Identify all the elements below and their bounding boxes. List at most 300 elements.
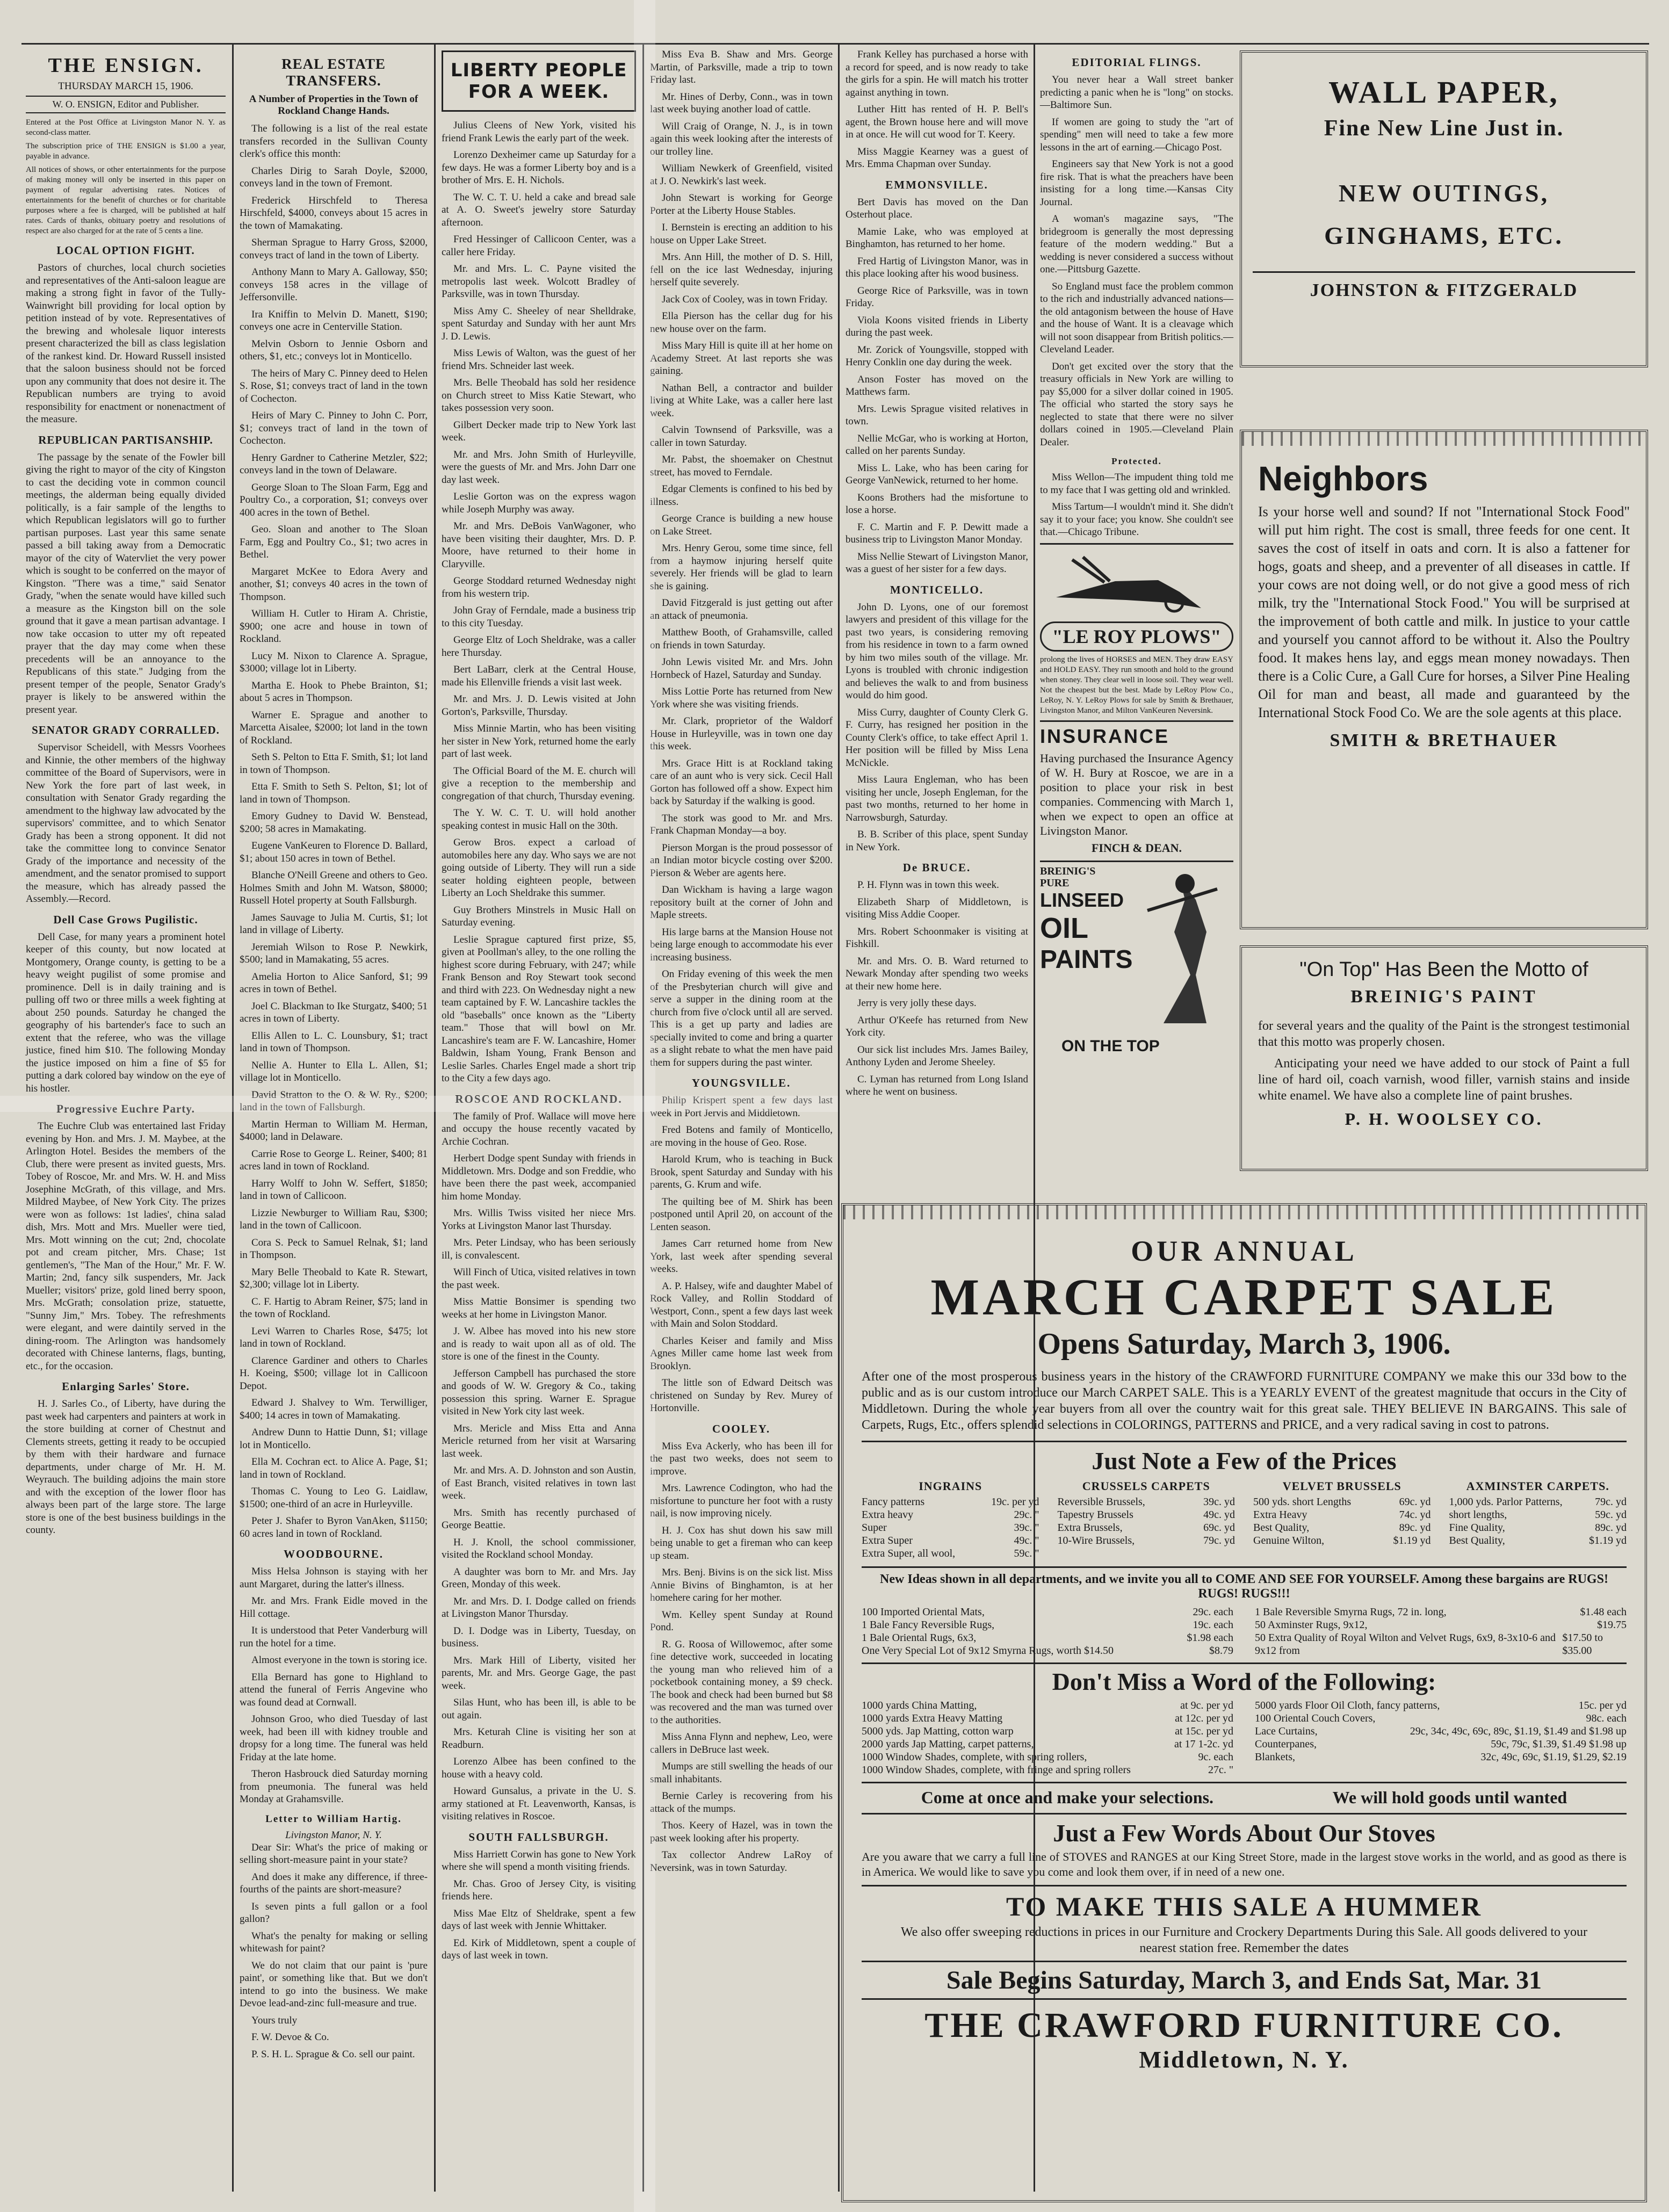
- paragraph: F. C. Martin and F. P. Dewitt made a business trip to Livingston Manor Monday.: [846, 521, 1028, 545]
- price-value: 39c. yd: [1203, 1496, 1235, 1508]
- paragraph: The Official Board of the M. E. church will give a reception to the membership and congregation of that church, Thursday evening.: [442, 765, 636, 802]
- article-body: The Euchre Club was entertained last Friday evening by Hon. and Mrs. J. M. Maybee, at the Arlington Hotel. Besides the members of the Club, there were present as invited guests, Mrs. Tobey of Roscoe, Mr. and Mrs. W. H. and Miss Josephine McGrath, of this village, and Mrs. Mildred Maybee, of New York City. The prizes were won as follows: 1st ladies', china salad dish, Mrs. Mott and Mrs. Mueller were tied, Mrs. Mott winning on the cut; 2nd, chocolate pot and cream pitcher, Mrs. Chase; 1st gentlemen's, "The Man of the Hour," Mr. F. W. Martin; 2nd, fancy silk suspenders, Mr. Jack Mueller; visitors' prize, gold lined berry spoon, Mrs. McGrath; consolation prize, statuette, "Sunny Jim," Mrs. Tobey. The refreshments were elegant, and were daintily served in the dining-room. The Arlington was handsomely decorated with Chinese lanterns, flags, bunting, etc., for the occasion.: [26, 1121, 226, 1372]
- paragraph: Mr. and Mrs. Frank Eidle moved in the Hill cottage.: [240, 1595, 428, 1620]
- paragraph: Julius Cleens of New York, visited his friend Frank Lewis the early part of the week.: [442, 120, 636, 144]
- paragraph: Mrs. Mark Hill of Liberty, visited her parents, Mr. and Mrs. George Gage, the past week.: [442, 1654, 636, 1691]
- paragraph: Mrs. Lawrence Codington, who had the misfortune to puncture her foot with a rusty nail, is now improving nicely.: [650, 1483, 833, 1519]
- list-price: 19c. each: [1193, 1619, 1233, 1631]
- price-value: 69c. yd: [1203, 1522, 1235, 1534]
- paragraph: David Fitzgerald is just getting out after an attack of pneumonia.: [650, 597, 833, 621]
- paragraph: Fred Hartig of Livingston Manor, was in this place looking after his wood business.: [846, 255, 1028, 279]
- ontop-text2: Anticipating your need we have added to our stock of Paint a full line of hard oil, coach varnish, wood filler, varnish stains and inside white enamel. We have also a complete line of paint brushes.: [1258, 1057, 1630, 1103]
- paragraph: Nellie A. Hunter to Ella L. Allen, $1; village lot in Monticello.: [240, 1059, 428, 1083]
- price-value: $1.19 yd: [1589, 1535, 1627, 1546]
- wallpaper-sub: Fine New Line Just in.: [1324, 116, 1564, 141]
- paragraph: Tax collector Andrew LaRoy of Neversink, was in town Saturday.: [650, 1849, 833, 1874]
- plow-icon: [1040, 549, 1223, 619]
- list-price: $8.79: [1209, 1645, 1233, 1657]
- paragraph: Mumps are still swelling the heads of our small inhabitants.: [650, 1761, 833, 1785]
- masthead-entered: Entered at the Post Office at Livingston Manor N. Y. as second-class matter.: [26, 118, 226, 137]
- masthead-title: THE ENSIGN.: [48, 54, 204, 77]
- paragraph: Mr. and Mrs. J. D. Lewis visited at John Gorton's, Parksville, Thursday.: [442, 693, 636, 718]
- column-4-items: [650, 48, 833, 1069]
- price-category-name: INGRAINS: [919, 1479, 982, 1493]
- paragraph: Bert LaBarr, clerk at the Central House, made his Ellenville friends a visit last week.: [442, 664, 636, 688]
- article-heading: REPUBLICAN PARTISANSHIP.: [38, 433, 213, 446]
- paragraph: Ed. Kirk of Middletown, spent a couple of days of last week in town.: [442, 1937, 636, 1961]
- border-pattern: [1242, 432, 1646, 446]
- list-row: [1255, 1725, 1627, 1738]
- paragraph: Henry Gardner to Catherine Metzler, $22; conveys land in the town of Delaware.: [240, 452, 428, 476]
- price-row: [1253, 1508, 1431, 1521]
- list-row: [1255, 1712, 1627, 1725]
- paragraph: Mrs. Henry Gerou, some time since, fell from a haymow injuring herself quite severely. Her friends will be glad to learn she is gaining.: [650, 543, 833, 592]
- list-row: [1255, 1699, 1627, 1712]
- paragraph: Amelia Horton to Alice Sanford, $1; 99 acres in town of Bethel.: [240, 971, 428, 995]
- price-row: [1449, 1508, 1627, 1521]
- list-row: [862, 1631, 1233, 1644]
- paragraph: Lorenzo Albee has been confined to the house with a heavy cold.: [442, 1756, 636, 1780]
- price-row: [1253, 1534, 1431, 1547]
- paragraph: Mr. and Mrs. DeBois VanWagoner, who have been visiting their daughter, Mrs. D. P. Moore, have returned to their home in Claryville.: [442, 521, 636, 570]
- insurance-firm: FINCH & DEAN.: [1091, 841, 1182, 855]
- hummer-heading: TO MAKE THIS SALE A HUMMER: [1006, 1891, 1483, 1921]
- paragraph: Calvin Townsend of Parksville, was a caller in town Saturday.: [650, 424, 833, 449]
- price-value: 89c. yd: [1399, 1522, 1431, 1534]
- paragraph: We do not claim that our paint is 'pure paint', or something like that. But we don't intend to go into the business. We make Devoe lead-and-zinc full-measure and true.: [240, 1960, 428, 2009]
- paragraph: Ella Pierson has the cellar dug for his new house over on the farm.: [650, 310, 833, 335]
- paragraph: Thos. Keery of Hazel, was in town the past week looking after his property.: [650, 1820, 833, 1844]
- paper-fold: [0, 1096, 838, 1112]
- column-6: [1040, 48, 1233, 1058]
- rugs-section: [862, 1606, 1627, 1657]
- column-rule: [232, 43, 234, 2192]
- price-row: [1058, 1521, 1236, 1534]
- article-heading: SENATOR GRADY CORRALLED.: [32, 724, 220, 736]
- neighbors-title: Neighbors: [1258, 459, 1428, 498]
- ontop-title: "On Top" Has Been the Motto of: [1299, 958, 1588, 981]
- paragraph: Our sick list includes Mrs. James Bailey, Anthony Lyden and Jerome Sheeley.: [846, 1044, 1028, 1068]
- paragraph: Miss Nellie Stewart of Livingston Manor, was a guest of her sister for a few days.: [846, 551, 1028, 575]
- list-item: 1000 Window Shades, complete, with fringe and spring rollers: [862, 1764, 1131, 1776]
- paragraph: Ella Bernard has gone to Highland to attend the funeral of Ferris Angevine who was found dead at Cornwall.: [240, 1671, 428, 1708]
- prices-heading: Just Note a Few of the Prices: [1092, 1447, 1397, 1474]
- list-row: [1255, 1751, 1627, 1763]
- paragraph: Mr. and Mrs. L. C. Payne visited the metropolis last week. Wolcott Bradley of Parksville, was in town Thursday.: [442, 263, 636, 300]
- paragraph: C. F. Hartig to Abram Reiner, $75; land in the town of Rockland.: [240, 1296, 428, 1320]
- paragraph: James Carr returned home from New York, last week after spending several weeks.: [650, 1238, 833, 1275]
- paragraph: The heirs of Mary C. Pinney deed to Helen S. Rose, $1; conveys tract of land in the town of Cochecton.: [240, 367, 428, 404]
- paragraph: Viola Koons visited friends in Liberty during the past week.: [846, 314, 1028, 338]
- real-estate-heading: REAL ESTATE TRANSFERS.: [281, 56, 386, 89]
- paragraph: Martha E. Hook to Phebe Brainton, $1; about 5 acres in Thompson.: [240, 679, 428, 704]
- paragraph: Cora S. Peck to Samuel Relnak, $1; land in Thompson.: [240, 1237, 428, 1261]
- paragraph: Mrs. Peter Lindsay, who has been seriously ill, is convalescent.: [442, 1237, 636, 1261]
- paragraph: Lizzie Newburger to William Rau, $300; land in the town of Callicoon.: [240, 1207, 428, 1231]
- price-row: [862, 1521, 1039, 1534]
- paragraph: Mr. and Mrs. John Smith of Hurleyville, were the guests of Mr. and Mrs. John Darr one day last week.: [442, 449, 636, 486]
- list-price: at 9c. per yd: [1180, 1700, 1233, 1711]
- neighbors-firm: SMITH & BRETHAUER: [1330, 731, 1558, 750]
- paragraph: R. G. Roosa of Willowemoc, after some fine detective work, succeeded in locating the young man who relieved him of a pocketbook containing money, a $9 check. The book and check had been burned but $8 was recovered and the man was turned over to the authorities.: [650, 1638, 833, 1726]
- emmonsville-heading: EMMONSVILLE.: [885, 178, 988, 191]
- column-2: [240, 48, 428, 2065]
- paragraph: P. H. Flynn was in town this week.: [857, 879, 999, 891]
- paragraph: And does it make any difference, if three-fourths of the paints are short-measure?: [240, 1871, 428, 1895]
- price-row: [1253, 1495, 1431, 1508]
- neighbors-text: Is your horse well and sound? If not "International Stock Food" will put him right. The cost is small, three feeds for one cent. It saves the cost of itself in oats and corn. It is also a fattener for hogs, goats and sheep, and a preventer of all diseases in cattle. If your cows are not doing well, or do not give a good mess of rich milk, try the "International Stock Food." You will be surprised at the improvement of both cattle and milk. In justice to your cattle and yourself you cannot afford to be without it. Also the Poultry food. It makes hens lay, and eggs mean money nowadays. Then there is a Colic Cure, a Gall Cure for horses, a Silver Pine Healing Oil for man and beast, all made and guaranteed by the International Stock Food Co. We are the sole agents at this place.: [1258, 504, 1630, 720]
- protected-items: [1040, 471, 1233, 539]
- paragraph: Miss Harriett Corwin has gone to New York where she will spend a month visiting friends.: [442, 1848, 636, 1873]
- paragraph: The Y. W. C. T. U. will hold another speaking contest in music Hall on the 30th.: [442, 807, 636, 832]
- masthead-subscription: The subscription price of THE ENSIGN is $1.00 a year, payable in advance.: [26, 142, 226, 161]
- paragraph: Mrs. Mericle and Miss Etta and Anna Mericle returned from her visit at Warsaring last week.: [442, 1422, 636, 1459]
- list-price: $1.48 each: [1580, 1606, 1627, 1618]
- paragraph: John Stewart is working for George Porter at the Liberty House Stables.: [650, 192, 833, 216]
- come-row: [862, 1782, 1627, 1808]
- paragraph: Bernie Carley is recovering from his attack of the mumps.: [650, 1790, 833, 1815]
- paragraph: Jerry is very jolly these days.: [857, 997, 977, 1009]
- price-categories: [862, 1479, 1627, 1560]
- paragraph: Melvin Osborn to Jennie Osborn and others, $1, etc.; conveys lot in Monticello.: [240, 338, 428, 362]
- paragraph: Miss Eva Ackerly, who has been ill for the past two weeks, does not seem to improve.: [650, 1440, 833, 1477]
- paragraph: Miss Lewis of Walton, was the guest of her friend Mrs. Schneider last week.: [442, 348, 636, 372]
- youngsville-heading: YOUNGSVILLE.: [691, 1076, 791, 1089]
- paragraph: Dan Wickham is having a large wagon repository built at the corner of John and Maple streets.: [650, 884, 833, 921]
- article-body: Dell Case, for many years a prominent hotel keeper of this county, but now located at Montgomery, Orange county, is getting to be a heavy weight pugilist of some promise and prominence. Dell is in daily training and is pulling off two or three mills a week fighting at about 250 pounds. Saturday he changed the geography of his bartender's face to such an extent that the referee, who was the village justice, fined him $10. The following Monday the justice imposed on him a fine of $5 for putting a dark colored bay window on the eye of his hostler.: [26, 931, 226, 1094]
- paragraph: Miss Minnie Martin, who has been visiting her sister in New York, returned home the early part of last week.: [442, 723, 636, 760]
- price-row: [1058, 1508, 1236, 1521]
- paragraph: Peter J. Shafer to Byron VanAken, $1150; 60 acres land in town of Rockland.: [240, 1515, 428, 1539]
- paragraph: You never hear a Wall street banker predicting a panic when he is "long" on stocks.—Baltimore Sun.: [1040, 74, 1233, 111]
- price-row: [862, 1508, 1039, 1521]
- price-value: 49c. ": [1014, 1535, 1039, 1546]
- paragraph: Etta F. Smith to Seth S. Pelton, $1; lot of land in town of Thompson.: [240, 781, 428, 805]
- list-row: [1255, 1618, 1627, 1631]
- article-body: Supervisor Scheidell, with Messrs Voorhees and Kinnie, the other members of the highway committee of the Board of Supervisors, were in New York the fore part of last week, in consultation with Senator Grady regarding the amendment to the highway law advocated by the supervisors' committee, and to which Senator Grady has been a strong opponent. It did not take the committee long to convince Senator Grady of the importance and necessity of the amendment, and the senator promised to support the measure, which has already passed the Assembly.—Record.: [26, 742, 226, 905]
- paragraph: David Stratton to the O. & W. Ry., $200; land in the town of Fallsburgh.: [240, 1089, 428, 1113]
- paragraph: Mr. Chas. Groo of Jersey City, is visiting friends here.: [442, 1878, 636, 1902]
- woodbourne-heading: WOODBOURNE.: [284, 1548, 384, 1560]
- paragraph: Pierson Morgan is the proud possessor of an Indian motor bicycle costing over $200. Pierson & Weber are agents here.: [650, 842, 833, 879]
- paragraph: The family of Prof. Wallace will move here and occupy the house recently vacated by Archie Cochran.: [442, 1110, 636, 1147]
- paragraph: Mr. and Mrs. D. I. Dodge called on friends at Livingston Manor Thursday.: [442, 1595, 636, 1620]
- cooley-heading: COOLEY.: [712, 1422, 771, 1435]
- breinig-label: BREINIG'S PURE: [1040, 865, 1096, 889]
- top-rule: [21, 43, 1649, 45]
- paragraph: Philip Krispert spent a few days last week in Port Jervis and Middletown.: [650, 1095, 833, 1119]
- price-category-name: VELVET BRUSSELS: [1282, 1479, 1401, 1493]
- real-estate-list: [240, 122, 428, 1540]
- paragraph: Emory Gudney to David W. Benstead, $200; 58 acres in Mamakating.: [240, 811, 428, 835]
- paragraph: Mrs. Benj. Bivins is on the sick list. Miss Annie Bivins of Binghamton, is at her homehere caring for her mother.: [650, 1567, 833, 1603]
- list-row: [1255, 1738, 1627, 1751]
- list-row: [862, 1618, 1233, 1631]
- list-item: 1 Bale Fancy Reversible Rugs,: [862, 1619, 995, 1631]
- paragraph: George Rice of Parksville, was in town Friday.: [846, 285, 1028, 309]
- price-category: [862, 1479, 1039, 1560]
- price-item: Genuine Wilton,: [1253, 1535, 1325, 1546]
- editorial-items: [1040, 74, 1233, 449]
- paragraph: It is understood that Peter Vanderburg will run the hotel for a time.: [240, 1625, 428, 1649]
- paragraph: Will Finch of Utica, visited relatives in town the past week.: [442, 1267, 636, 1291]
- protected-heading: Protected.: [1111, 456, 1162, 466]
- price-item: Extra Brussels,: [1057, 1522, 1123, 1534]
- paragraph: Fred Botens and family of Monticello, are moving in the house of Geo. Rose.: [650, 1124, 833, 1148]
- real-estate-subheading: A Number of Properties in the Town of Rockland Change Hands.: [249, 93, 418, 117]
- list-row: [862, 1751, 1233, 1763]
- column-rule: [434, 43, 436, 2192]
- monticello-items: [846, 601, 1028, 854]
- price-value: 79c. yd: [1595, 1496, 1627, 1508]
- paragraph: George Eltz of Loch Sheldrake, was a caller here Thursday.: [442, 634, 636, 659]
- paragraph: The following is a list of the real estate transfers recorded in the Sullivan County clerk's office this month:: [240, 123, 428, 160]
- liberty-items: [442, 119, 636, 1085]
- roscoe-heading: ROSCOE AND ROCKLAND.: [455, 1092, 623, 1105]
- price-value: 59c. ": [1014, 1548, 1039, 1559]
- insurance-title: INSURANCE: [1040, 725, 1170, 747]
- paragraph: Jeremiah Wilson to Rose P. Newkirk, $500; land in Mamakating, 55 acres.: [240, 941, 428, 965]
- paragraph: Leslie Gorton was on the express wagon while Joseph Murphy was away.: [442, 491, 636, 515]
- price-value: 49c. yd: [1203, 1509, 1235, 1521]
- price-item: Fancy patterns: [862, 1496, 925, 1508]
- paragraph: Mr. and Mrs. A. D. Johnston and son Austin, of East Branch, visited relatives in town last week.: [442, 1465, 636, 1501]
- price-value: 59c. yd: [1595, 1509, 1627, 1521]
- wallpaper-title: WALL PAPER,: [1328, 75, 1559, 110]
- list-price: 98c. each: [1586, 1712, 1627, 1724]
- paragraph: Guy Brothers Minstrels in Music Hall on Saturday evening.: [442, 904, 636, 928]
- masthead-date: THURSDAY MARCH 15, 1906.: [58, 81, 193, 92]
- paragraph: Mr. Hines of Derby, Conn., was in town last week buying another load of cattle.: [650, 91, 833, 115]
- price-value: 69c. yd: [1399, 1496, 1431, 1508]
- price-value: 74c. yd: [1399, 1509, 1431, 1521]
- paragraph: B. B. Scriber of this place, spent Sunday in New York.: [846, 829, 1028, 853]
- list-item: One Very Special Lot of 9x12 Smyrna Rugs, worth $14.50: [862, 1645, 1114, 1657]
- paragraph: Andrew Dunn to Hattie Dunn, $1; village lot in Monticello.: [240, 1427, 428, 1451]
- paragraph: Miss Lottie Porte has returned from New York where she was visiting friends.: [650, 686, 833, 710]
- price-row: [1253, 1521, 1431, 1534]
- paragraph: Will Craig of Orange, N. J., is in town again this week looking after the interests of our trolley line.: [650, 120, 833, 157]
- paragraph: A. P. Halsey, wife and daughter Mabel of Rock Valley, and Rollin Stoddard of Westport, Conn., spent a few days last week with Main and Solon Stoddard.: [650, 1280, 833, 1329]
- paragraph: Ella M. Cochran ect. to Alice A. Page, $1; land in town of Rockland.: [240, 1456, 428, 1480]
- come-text: Come at once and make your selections.: [921, 1788, 1214, 1807]
- price-row: [862, 1495, 1039, 1508]
- article-heading: Enlarging Sarles' Store.: [62, 1380, 190, 1393]
- price-item: Extra heavy: [862, 1509, 914, 1521]
- breinig-paints: PAINTS: [1040, 945, 1133, 974]
- paragraph: Mrs. Robert Schoonmaker is visiting at Fishkill.: [846, 926, 1028, 950]
- paragraph: Silas Hunt, who has been ill, is able to be out again.: [442, 1697, 636, 1721]
- article-body: H. J. Sarles Co., of Liberty, have during the past week had carpenters and painters at work in the store building at corner of Chestnut and Clements streets, getting it ready to be occupied by them with their hardware and furnace departments, under charge of Mr. H. M. Weyrauch. The building adjoins the main store and with the exception of the lower floor has always been part of the large store. The large store is one of the best business buildings in the county.: [26, 1398, 226, 1536]
- paragraph: Miss Mary Hill is quite ill at her home on Academy Street. At last reports she was gaining.: [650, 340, 833, 377]
- article-heading: LOCAL OPTION FIGHT.: [56, 244, 195, 257]
- hummer-text: We also offer sweeping reductions in prices in our Furniture and Crockery Departments During this Sale. All goods delivered to your nearest station free. Remember the dates: [901, 1925, 1587, 1955]
- carpet-intro: After one of the most prosperous business years in the history of the CRAWFORD FURNITURE COMPANY we make this our 33d bow to the public and as is our custom introduce our March CARPET SALE. This is a YEARLY EVENT of the greatest magnitude that occurs in the City of Middletown. During the whole year buyers from all over the country wait for this great sale. THEY BELIEVE IN BARGAINS. This sale of Carpets, Rugs, Etc., offers splendid selections in COLORINGS, PATTERNS and PRICE, and a very radical saving in cost to patrons.: [862, 1370, 1627, 1432]
- stoves-section: [862, 1813, 1627, 1880]
- letter-heading: Letter to William Hartig.: [265, 1813, 402, 1825]
- paragraph: F. W. Devoe & Co.: [251, 2032, 329, 2043]
- liberty-banner: LIBERTY PEOPLE FOR A WEEK.: [442, 50, 636, 112]
- paragraph: Arthur O'Keefe has returned from New York city.: [846, 1014, 1028, 1038]
- rugs-right: [1255, 1606, 1627, 1657]
- list-item: 1 Bale Oriental Rugs, 6x3,: [862, 1632, 977, 1644]
- carpet-sale-ad: [841, 1203, 1647, 2202]
- list-price: at 15c. per yd: [1175, 1725, 1233, 1737]
- wallpaper-firm: JOHNSTON & FITZGERALD: [1253, 271, 1635, 301]
- editorial-heading: EDITORIAL FLINGS.: [1072, 56, 1202, 69]
- letter-place: Livingston Manor, N. Y.: [285, 1829, 382, 1841]
- price-item: Extra Super, all wool,: [862, 1548, 956, 1559]
- insurance-text: Having purchased the Insurance Agency of W. H. Bury at Roscoe, we are in a position to place your risk in best companies. Commencing with March 1, when we expect to open an office at Livingston Manor.: [1040, 751, 1233, 837]
- list-row: [1255, 1631, 1627, 1657]
- paragraph: George Sloan to The Sloan Farm, Egg and Poultry Co., a corporation, $1; conveys over 400 acres in the town of Bethel.: [240, 481, 428, 518]
- paragraph: Matthew Booth, of Grahamsville, called on friends in town Saturday.: [650, 627, 833, 651]
- paragraph: Mr. Clark, proprietor of the Waldorf House in Hurleyville, was in town one day this week.: [650, 715, 833, 752]
- paragraph: So England must face the problem common to the rich and industrially advanced nations—the old antagonism between the house of Have and the house of Want. It is a cleavage which will not soon disappear from British politics.—Cleveland Leader.: [1040, 280, 1233, 355]
- column-5-items: [846, 48, 1028, 171]
- paragraph: Miss Anna Flynn and nephew, Leo, were callers in DeBruce last week.: [650, 1731, 833, 1755]
- list-price: 9c. each: [1198, 1751, 1233, 1763]
- paragraph: His large barns at the Mansion House not being large enough to accommodate his ever increasing business.: [650, 926, 833, 963]
- list-price: at 12c. per yd: [1175, 1712, 1233, 1724]
- list-price: 27c. ": [1208, 1764, 1233, 1776]
- paragraph: John D. Lyons, one of our foremost lawyers and president of this village for the past two years, is considering removing from his residence in town to a farm owned by him two miles south of the village. Mr. Lyons is troubled with chronic indigestion and believes the walk to and from business would do him good.: [846, 601, 1028, 701]
- paragraph: Joel C. Blackman to Ike Sturgatz, $400; 51 acres in town of Liberty.: [240, 1000, 428, 1024]
- list-item: 1000 yards Extra Heavy Matting: [862, 1712, 1003, 1724]
- paragraph: Blanche O'Neill Greene and others to Geo. Holmes Smith and John M. Watson, $8000; Russell Hotel property at South Fallsburgh.: [240, 870, 428, 906]
- dont-miss-left: [862, 1699, 1233, 1776]
- paragraph: What's the penalty for making or selling whitewash for paint?: [240, 1930, 428, 1954]
- dont-miss-heading: Don't Miss a Word of the Following:: [1052, 1668, 1436, 1695]
- article-body: The passage by the senate of the Fowler bill giving the right to mayor of the city of Kingston to cast the deciding vote in common council meetings, the alderman being equally divided politically, is a fair sample of the lengths to which Republican legislators will go to further partisan purposes. Last year this same senate passed a bill taking away from a Democratic mayor of the city of Watervliet the very power which is sought to be conferred on the mayor of Kingston. "There was a time," said Senator Grady, "when the senate would have killed such a measure as the Kingston bill on the sole ground that it gave a mean partisan advantage. I now take occasion to utter my oft repeated prayer that the day may come when these precedents will be an annoyance to the Republicans of this state." Judging from the present temper of the people, Senator Grady's prayer is likely to be answered within the present year.: [26, 451, 226, 715]
- price-item: Fine Quality,: [1449, 1522, 1505, 1534]
- list-row: [862, 1738, 1233, 1751]
- paragraph: Miss Helsa Johnson is staying with her aunt Margaret, during the latter's illness.: [240, 1566, 428, 1590]
- column-1: [26, 48, 226, 1541]
- paragraph: Nellie McGar, who is working at Horton, called on her parents Sunday.: [846, 432, 1028, 457]
- paragraph: C. Lyman has returned from Long Island where he went on business.: [846, 1073, 1028, 1097]
- paragraph: Jefferson Campbell has purchased the store and goods of W. W. Gregory & Co., taking possession this spring. Warner E. Sprague visited in New York city last week.: [442, 1368, 636, 1417]
- price-row: [862, 1534, 1039, 1547]
- paragraph: Yours truly: [251, 2014, 298, 2026]
- list-item: 50 Axminster Rugs, 9x12,: [1255, 1619, 1368, 1631]
- price-value: 89c. yd: [1595, 1522, 1627, 1534]
- column-1-articles: [26, 244, 226, 1537]
- price-item: 1,000 yds. Parlor Patterns,: [1449, 1496, 1563, 1508]
- paragraph: Frederick Hirschfeld to Theresa Hirschfeld, $4000, conveys about 15 acres in the town of Mamakating.: [240, 194, 428, 232]
- price-category: [1253, 1479, 1431, 1560]
- wallpaper-ad: [1240, 50, 1648, 367]
- price-row: [1449, 1534, 1627, 1547]
- debruce-heading: De BRUCE.: [902, 861, 971, 874]
- paragraph: The stork was good to Mr. and Mrs. Frank Chapman Monday—a boy.: [650, 812, 833, 836]
- paragraph: Don't get excited over the story that the treasury officials in New York are willing to pay $5,000 for a silver dollar coined in 1905. The official who started the story says he neglected to state that there were no silver dollars coined in 1905.—Cleveland Plain Dealer.: [1040, 360, 1233, 448]
- breinig-on-top: ON THE TOP: [1061, 1037, 1160, 1055]
- paragraph: Harry Wolff to John W. Seffert, $1850; land in town of Callicoon.: [240, 1177, 428, 1202]
- list-item: 1 Bale Reversible Smyrna Rugs, 72 in. long,: [1255, 1606, 1447, 1618]
- paragraph: Mr. and Mrs. O. B. Ward returned to Newark Monday after spending two weeks at their new home here.: [846, 955, 1028, 992]
- dont-miss-right: [1255, 1699, 1627, 1776]
- breinig-oil: OIL: [1040, 912, 1088, 944]
- crawford-city: Middletown, N. Y.: [1139, 2047, 1349, 2073]
- paragraph: William H. Cutler to Hiram A. Christie, $900; one acre and house in town of Rockland.: [240, 608, 428, 645]
- list-row: [862, 1644, 1233, 1657]
- stoves-heading: Just a Few Words About Our Stoves: [1053, 1819, 1435, 1847]
- paragraph: Elizabeth Sharp of Middletown, is visiting Miss Addie Cooper.: [846, 896, 1028, 920]
- price-row: [1058, 1495, 1236, 1508]
- paragraph: Miss L. Lake, who has been caring for George VanNewick, returned to her home.: [846, 462, 1028, 486]
- plow-ad: [1040, 543, 1233, 716]
- paragraph: Miss Mae Eltz of Sheldrake, spent a few days of last week with Jennie Whittaker.: [442, 1907, 636, 1932]
- paragraph: Mrs. Willis Twiss visited her niece Mrs. Yorks at Livingston Manor last Thursday.: [442, 1208, 636, 1232]
- paragraph: Ira Kniffin to Melvin D. Manett, $190; conveys one acre in Centerville Station.: [240, 308, 428, 332]
- rugs-left: [862, 1606, 1233, 1657]
- list-price: $1.98 each: [1187, 1632, 1233, 1644]
- price-category-name: CRUSSELS CARPETS: [1082, 1479, 1210, 1493]
- price-item: Super: [862, 1522, 887, 1534]
- sale-dates: Sale Begins Saturday, March 3, and Ends Sat, Mar. 31: [862, 1961, 1627, 2000]
- wallpaper-ginghams: GINGHAMS, ETC.: [1324, 222, 1564, 249]
- ontop-firm: P. H. WOOLSEY CO.: [1345, 1109, 1543, 1129]
- ontop-sub: BREINIG'S PAINT: [1350, 987, 1537, 1007]
- paragraph: Clarence Gardiner and others to Charles H. Koeing, $500; village lot in Callicoon Depot.: [240, 1355, 428, 1392]
- column-4: [650, 48, 833, 1878]
- list-item: 5000 yds. Jap Matting, cotton warp: [862, 1725, 1014, 1737]
- list-item: 1000 Window Shades, complete, with spring rollers,: [862, 1751, 1087, 1763]
- carpet-l2: MARCH CARPET SALE: [930, 1268, 1558, 1326]
- price-item: Extra Heavy: [1253, 1509, 1307, 1521]
- new-ideas: New Ideas shown in all departments, and we invite you all to COME AND SEE FOR YOURSELF. Among these bargains are RUGS! RUGS! RUGS!!!: [862, 1566, 1627, 1601]
- paragraph: Ellis Allen to L. C. Lounsbury, $1; tract land in town of Thompson.: [240, 1030, 428, 1054]
- hummer-section: [862, 1885, 1627, 1956]
- paragraph: Mr. Zorick of Youngsville, stopped with Henry Conklin one day during the week.: [846, 344, 1028, 368]
- paragraph: Carrie Rose to George L. Reiner, $400; 81 acres land in town of Rockland.: [240, 1148, 428, 1172]
- list-row: [862, 1763, 1233, 1776]
- stock-food-ad: [1240, 430, 1648, 929]
- paragraph: Engineers say that New York is not a good fire risk. That is what the preachers have been insisting for a long time.—Kansas City Journal.: [1040, 158, 1233, 208]
- price-row: [862, 1547, 1039, 1560]
- paragraph: William Newkerk of Greenfield, visited at J. O. Newkirk's last week.: [650, 163, 833, 187]
- list-item: Counterpanes,: [1255, 1738, 1317, 1750]
- paragraph: Gilbert Decker made trip to New York last week.: [442, 419, 636, 443]
- paragraph: Anson Foster has moved on the Matthews farm.: [846, 373, 1028, 397]
- list-row: [862, 1606, 1233, 1618]
- paragraph: George Stoddard returned Wednesday night from his western trip.: [442, 575, 636, 599]
- price-value: $1.19 yd: [1393, 1535, 1431, 1546]
- price-row: [1058, 1534, 1236, 1547]
- paragraph: Sherman Sprague to Harry Gross, $2000, conveys tract of land in the town of Liberty.: [240, 237, 428, 261]
- paragraph: Mr. Pabst, the shoemaker on Chestnut street, has moved to Ferndale.: [650, 454, 833, 478]
- paragraph: John Gray of Ferndale, made a business trip to this city Tuesday.: [442, 605, 636, 629]
- paragraph: Miss Maggie Kearney was a guest of Mrs. Emma Chapman over Sunday.: [846, 146, 1028, 170]
- list-price: 29c, 34c, 49c, 69c, 89c, $1.19, $1.49 and $1.98 up: [1410, 1725, 1627, 1737]
- ontop-text1: for several years and the quality of the Paint is the strongest testimonial that this motto was properly chosen.: [1258, 1019, 1630, 1049]
- price-item: Extra Super: [862, 1535, 913, 1546]
- on-top-ad: [1240, 945, 1648, 1171]
- paragraph: Miss Eva B. Shaw and Mrs. George Martin, of Parksville, made a trip to town Friday last.: [650, 49, 833, 85]
- price-value: 19c. per yd: [991, 1496, 1039, 1508]
- paragraph: Mrs. Ann Hill, the mother of D. S. Hill, fell on the ice last Wednesday, injuring herself quite severely.: [650, 251, 833, 288]
- paragraph: The quilting bee of M. Shirk has been postponed until April 20, on account of the Lenten season.: [650, 1196, 833, 1233]
- paragraph: Martin Herman to William M. Herman, $4000; land in Delaware.: [240, 1118, 428, 1143]
- list-row: [1255, 1606, 1627, 1618]
- paragraph: Mrs. Belle Theobald has sold her residence on Church street to Miss Katie Stewart, who takes possession very soon.: [442, 377, 636, 414]
- paragraph: Mrs. Keturah Cline is visiting her son at Readburn.: [442, 1726, 636, 1751]
- paragraph: Herbert Dodge spent Sunday with friends in Middletown. Mrs. Dodge and son Freddie, who have been there the past week, accompanied him home Monday.: [442, 1153, 636, 1202]
- youngsville-items: [650, 1094, 833, 1415]
- border-pattern: [843, 1205, 1645, 1219]
- paragraph: Howard Gunsalus, a private in the U. S. army stationed at Ft. Leavenworth, Kansas, is visiting relatives in Roscoe.: [442, 1785, 636, 1822]
